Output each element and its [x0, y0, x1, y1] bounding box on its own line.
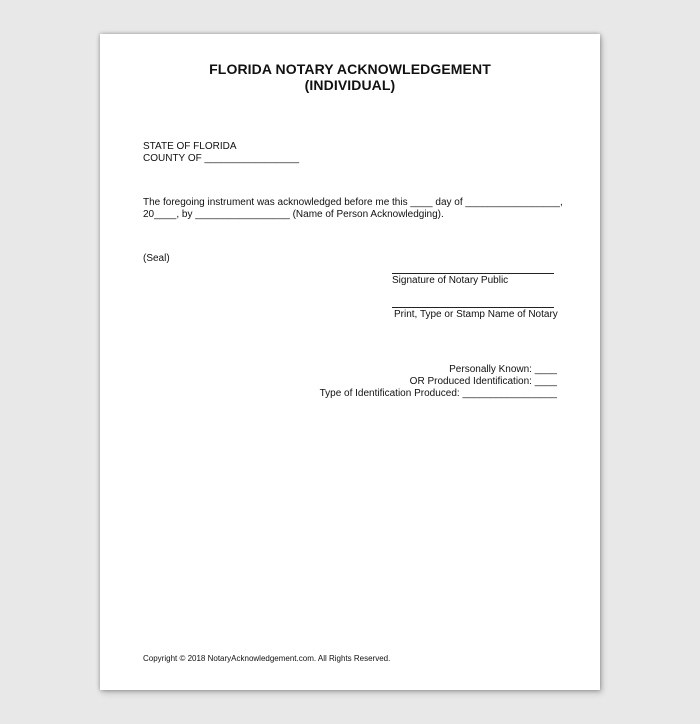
state-line: STATE OF FLORIDA [143, 141, 237, 152]
county-line: COUNTY OF _________________ [143, 153, 300, 164]
document-subtitle: (INDIVIDUAL) [304, 77, 396, 93]
copyright-footer: Copyright © 2018 NotaryAcknowledgement.com. All Rights Reserved. [143, 654, 391, 663]
notary-signature-label: Signature of Notary Public [392, 275, 509, 286]
document-page [100, 34, 600, 690]
notary-print-name-line [392, 307, 554, 308]
acknowledgment-text-line-2: 20____, by _________________ (Name of Person Acknowledging). [143, 209, 444, 220]
seal-label: (Seal) [143, 253, 170, 264]
produced-identification-line: OR Produced Identification: ____ [409, 376, 557, 387]
notary-signature-line [392, 273, 554, 274]
personally-known-line: Personally Known: ____ [449, 364, 557, 375]
identification-type-line: Type of Identification Produced: _________________ [319, 388, 557, 399]
acknowledgment-text-line-1: The foregoing instrument was acknowledged before me this ____ day of _________________, [143, 197, 563, 208]
notary-print-name-label: Print, Type or Stamp Name of Notary [394, 309, 558, 320]
document-title: FLORIDA NOTARY ACKNOWLEDGEMENT [209, 61, 491, 77]
